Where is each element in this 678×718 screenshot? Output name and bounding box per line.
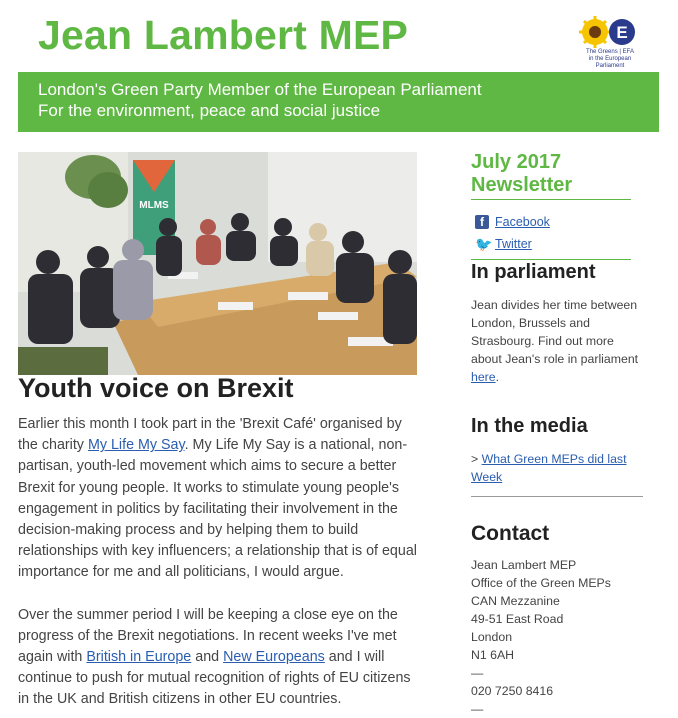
parliament-here-link[interactable]: here xyxy=(471,370,496,384)
banner-line-2: For the environment, peace and social justice xyxy=(38,101,381,120)
in-parliament-text: Jean divides her time between London, Brussels and Strasbourg. Find out more about Jean's role in parliament here. xyxy=(471,298,639,384)
newsletter-heading: July 2017 Newsletter xyxy=(471,151,573,196)
new-europeans-link[interactable]: New Europeans xyxy=(223,649,325,666)
article-body xyxy=(18,414,422,718)
sunflower-icon xyxy=(579,16,611,48)
article-title: Youth voice on Brexit xyxy=(18,373,294,403)
logo-caption: The Greens | EFA in the European Parliament xyxy=(586,49,634,69)
divider xyxy=(471,199,631,200)
meeting-photo xyxy=(18,152,417,375)
in-the-media-heading: In the media xyxy=(471,415,588,437)
article-paragraph: Earlier this month I took part in the 'Brexit Café' organised by the charity My Life My Say. My Life My Say is a national, non-partisan, youth-led movement which aims to secure a better Brexit for young people. It works to stimulate young people's engagement in politics by facilitating their involvement in the decision-making process and by helping them to build relationships with key influencers; a relationship that is of equal importance for me and all politicians, I would argue. xyxy=(18,416,417,581)
british-in-europe-link[interactable]: British in Europe xyxy=(86,649,192,666)
efa-star-icon xyxy=(609,19,635,45)
article-paragraph: Over the summer period I will be keeping a close eye on the progress of the Brexit negotiations. In recent weeks I've met again with British in Europe and New Europeans and I will continue to push for mutual recognition of rights of EU citizens in the UK and British citizens in other EU countries. xyxy=(18,606,411,708)
contact-address: Jean Lambert MEP Office of the Green MEPs CAN Mezzanine 49-51 East Road London N1 6AH — 020 7250 8416 — xyxy=(471,556,643,718)
in-parliament-heading: In parliament xyxy=(471,261,596,283)
page-title: Jean Lambert MEP xyxy=(38,12,409,58)
contact-heading: Contact xyxy=(471,522,550,545)
tagline-banner xyxy=(18,72,659,132)
facebook-icon[interactable]: f xyxy=(475,215,489,229)
divider xyxy=(471,496,643,497)
divider xyxy=(471,259,631,260)
my-life-my-say-link[interactable]: My Life My Say xyxy=(87,437,185,454)
green-meps-link[interactable]: What Green MEPs did last Week xyxy=(471,452,627,484)
contact-phone: 020 7250 8416 xyxy=(471,684,554,698)
twitter-row xyxy=(475,237,532,251)
facebook-row xyxy=(475,215,550,229)
banner-line-1: London's Green Party Member of the European Parliament xyxy=(38,80,482,99)
facebook-link[interactable]: Facebook xyxy=(495,215,550,229)
twitter-icon[interactable]: 🐦 xyxy=(475,236,493,252)
in-the-media-text: > What Green MEPs did last Week xyxy=(471,452,627,484)
twitter-link[interactable]: Twitter xyxy=(495,237,532,251)
svg-text:E: E xyxy=(616,23,628,42)
svg-text:MLMS: MLMS xyxy=(139,200,169,211)
